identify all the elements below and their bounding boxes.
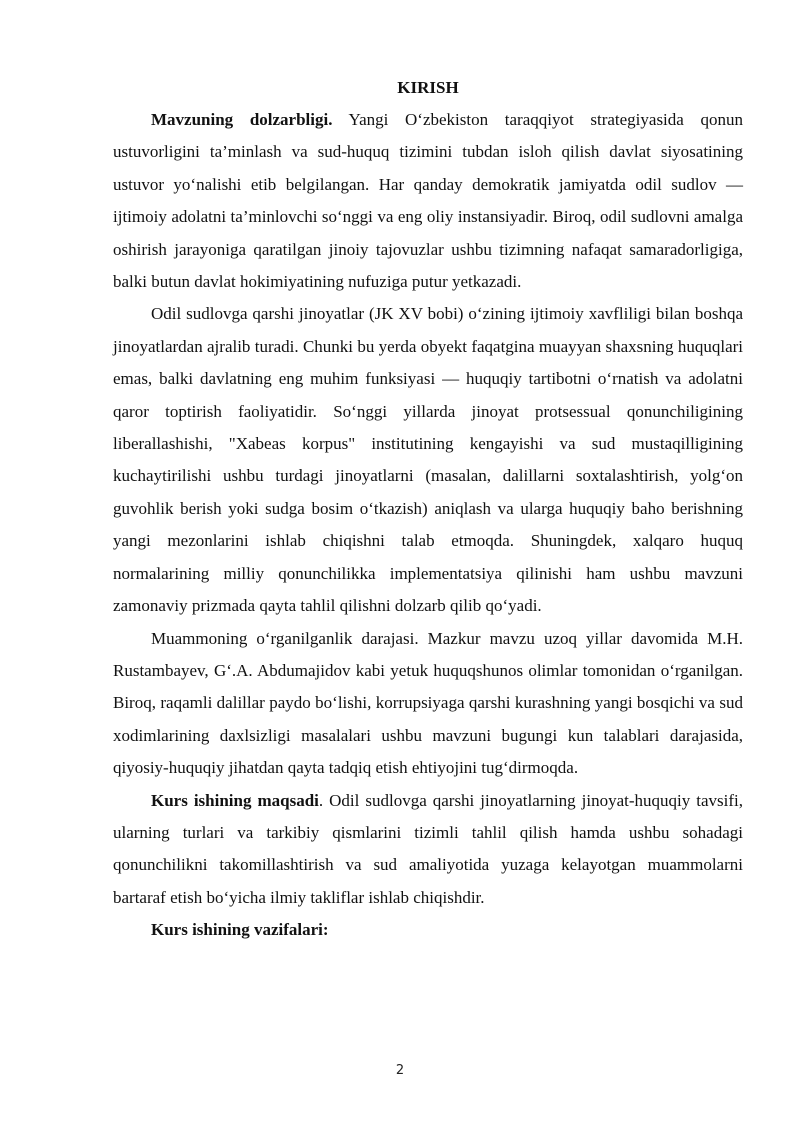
paragraph-tasks-heading — [113, 914, 743, 946]
paragraph-goal — [113, 785, 743, 915]
paragraph-text: . Odil sudlovga qarshi jinoyatlarning jinoyat-huquqiy tavsifi, ularning turlari va tarkibiy qismlarini tizimli tahlil qilish hamda ushbu sohadagi qonunchilikni takomillashtirish va sud amaliyotida yuzaga kelayotgan muammolarni bartaraf etish bo‘yicha ilmiy takliflar ishlab chiqishdir. — [113, 790, 743, 907]
document-page — [113, 72, 743, 947]
paragraph-lead: Kurs ishining maqsadi — [151, 790, 319, 810]
paragraph-text: Muammoning o‘rganilganlik darajasi. Mazkur mavzu uzoq yillar davomida M.H. Rustambayev, G‘.A. Abdumajidov kabi yetuk huquqshunos olimlar tomonidan o‘rganilgan. Biroq, raqamli dalillar paydo bo‘lishi, korrupsiyaga qarshi kurashning yangi bosqichi va sud xodimlarining daxlsizligi masalalari ushbu mavzuni bugungi kun talablari darajasida, qiyosiy-huquqiy jihatdan qayta tadqiq etish ehtiyojini tug‘dirmoqda. — [113, 628, 743, 778]
paragraph-relevance — [113, 104, 743, 298]
paragraph-research-degree — [113, 623, 743, 785]
section-title: KIRISH — [397, 78, 459, 97]
paragraph-text: Odil sudlovga qarshi jinoyatlar (JK XV bobi) o‘zining ijtimoiy xavfliligi bilan boshqa jinoyatlardan ajralib turadi. Chunki bu yerda obyekt faqatgina muayyan shaxsning huquqlari emas, balki davlatning eng muhim funksiyasi — huquqiy tartibotni o‘rnatish va adolatni qaror toptirish faoliyatidir. So‘nggi yillarda jinoyat protsessual qonunchiligining liberallashishi, "Xabeas korpus" institutining kengayishi va sud mustaqilligining kuchaytirilishi ushbu turdagi jinoyatlarni (masalan, dalillarni soxtalashtirish, yolg‘on guvohlik berish yoki sudga bosim o‘tkazish) aniqlash va ularga huquqiy baho berishning yangi mezonlarini ishlab chiqishni talab etmoqda. Shuningdek, xalqaro huquq normalarining milliy qonunchilikka implementatsiya qilinishi ham ushbu mavzuni zamonaviy prizmada qayta tahlil qilishni dolzarb qilib qo‘yadi. — [113, 304, 743, 616]
paragraph-crimes-overview — [113, 298, 743, 622]
paragraph-text: Yangi O‘zbekiston taraqqiyot strategiyasida qonun ustuvorligini ta’minlash va sud-huquq tizimini tubdan isloh qilish davlat siyosatining ustuvor yo‘nalishi etib belgilangan. Har qanday demokratik jamiyatda odil sudlov — ijtimoiy adolatni ta’minlovchi so‘nggi va eng oliy instansiyadir. Biroq, odil sudlovni amalga oshirish jarayoniga qaratilgan jinoiy tajovuzlar ushbu tizimning nafaqat samaradorligiga, balki butun davlat hokimiyatining nufuziga putur yetkazadi. — [113, 110, 743, 292]
paragraph-lead: Mavzuning dolzarbligi. — [151, 110, 333, 129]
page-number: 2 — [395, 1063, 405, 1078]
paragraph-lead: Kurs ishining vazifalari: — [151, 920, 329, 940]
